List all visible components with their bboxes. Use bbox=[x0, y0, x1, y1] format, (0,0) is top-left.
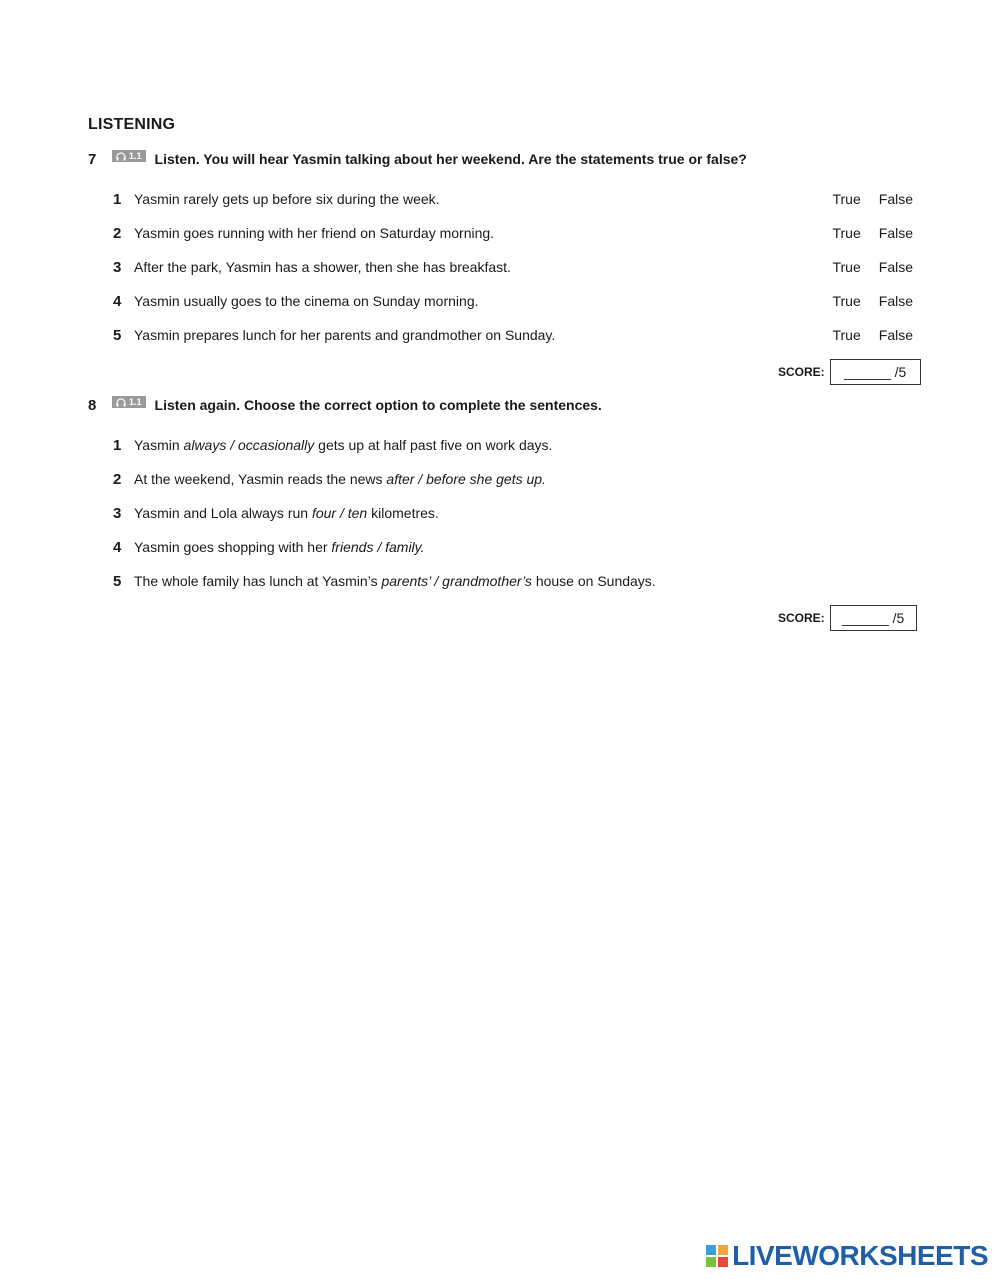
exercise-7-score bbox=[778, 359, 921, 385]
sentence-text bbox=[134, 437, 913, 453]
logo-square bbox=[706, 1257, 716, 1267]
item-number: 5 bbox=[113, 572, 122, 590]
sentence-text bbox=[134, 505, 913, 521]
true-false-choice bbox=[832, 259, 913, 275]
option-choice[interactable]: four / ten bbox=[311, 505, 368, 521]
true-option[interactable]: True bbox=[832, 259, 861, 275]
statement-text: Yasmin goes running with her friend on Saturday morning. bbox=[134, 225, 495, 241]
false-option[interactable]: False bbox=[878, 225, 913, 241]
exercise-7-header bbox=[88, 149, 747, 169]
sentence-end: kilometres. bbox=[367, 505, 439, 521]
true-option[interactable]: True bbox=[832, 327, 861, 343]
sentence-text bbox=[134, 539, 913, 555]
audio-track-number: 1.1 bbox=[129, 397, 142, 407]
list-item bbox=[113, 503, 913, 523]
headphones-icon bbox=[116, 152, 126, 161]
exercise-number: 8 bbox=[88, 396, 97, 414]
list-item bbox=[113, 571, 913, 591]
section-title: LISTENING bbox=[88, 116, 176, 133]
list-item bbox=[113, 223, 913, 243]
logo-square bbox=[718, 1257, 728, 1267]
list-item bbox=[113, 257, 913, 277]
false-option[interactable]: False bbox=[878, 327, 913, 343]
true-false-choice bbox=[832, 327, 913, 343]
true-option[interactable]: True bbox=[832, 191, 861, 207]
statement-text: Yasmin prepares lunch for her parents and grandmother on Sunday. bbox=[134, 327, 556, 343]
item-number: 2 bbox=[113, 224, 122, 242]
true-false-choice bbox=[832, 225, 913, 241]
item-number: 2 bbox=[113, 470, 122, 488]
item-number: 5 bbox=[113, 326, 122, 344]
sentence-start: Yasmin bbox=[134, 437, 184, 453]
logo-square bbox=[718, 1245, 728, 1255]
option-choice[interactable]: after / before she gets up. bbox=[386, 471, 546, 487]
true-option[interactable]: True bbox=[832, 293, 861, 309]
sentence-end: gets up at half past five on work days. bbox=[314, 437, 553, 453]
item-number: 1 bbox=[113, 436, 122, 454]
logo-square bbox=[706, 1245, 716, 1255]
sentence-text bbox=[134, 573, 913, 589]
headphones-icon bbox=[116, 398, 126, 407]
true-false-choice bbox=[832, 293, 913, 309]
item-number: 4 bbox=[113, 292, 122, 310]
exercise-8-score bbox=[778, 605, 917, 631]
list-item bbox=[113, 435, 913, 455]
exercise-number: 7 bbox=[88, 150, 97, 168]
sentence-start: The whole family has lunch at Yasmin’s bbox=[134, 573, 382, 589]
brand-name: LIVEWORKSHEETS bbox=[732, 1240, 988, 1271]
option-choice[interactable]: always / occasionally bbox=[183, 437, 315, 453]
audio-track-number: 1.1 bbox=[129, 151, 142, 161]
audio-track-badge[interactable] bbox=[112, 396, 146, 408]
score-label: SCORE: bbox=[778, 365, 825, 379]
logo-icon bbox=[706, 1245, 728, 1267]
statement-text: After the park, Yasmin has a shower, then she has breakfast. bbox=[134, 259, 511, 275]
false-option[interactable]: False bbox=[878, 259, 913, 275]
false-option[interactable]: False bbox=[878, 191, 913, 207]
score-label: SCORE: bbox=[778, 611, 825, 625]
sentence-start: At the weekend, Yasmin reads the news bbox=[134, 471, 387, 487]
list-item bbox=[113, 189, 913, 209]
list-item bbox=[113, 537, 913, 557]
sentence-start: Yasmin goes shopping with her bbox=[134, 539, 332, 555]
option-choice[interactable]: parents’ / grandmother’s bbox=[381, 573, 532, 589]
item-number: 4 bbox=[113, 538, 122, 556]
false-option[interactable]: False bbox=[878, 293, 913, 309]
list-item bbox=[113, 469, 913, 489]
option-choice[interactable]: friends / family. bbox=[331, 539, 425, 555]
list-item bbox=[113, 325, 913, 345]
sentence-text bbox=[134, 471, 913, 487]
audio-track-badge[interactable] bbox=[112, 150, 146, 162]
exercise-instruction: Listen. You will hear Yasmin talking about her weekend. Are the statements true or false? bbox=[154, 151, 747, 167]
score-input[interactable]: ______ /5 bbox=[830, 605, 917, 631]
item-number: 3 bbox=[113, 504, 122, 522]
true-option[interactable]: True bbox=[832, 225, 861, 241]
sentence-start: Yasmin and Lola always run bbox=[134, 505, 312, 521]
liveworksheets-logo bbox=[706, 1240, 988, 1272]
item-number: 3 bbox=[113, 258, 122, 276]
exercise-instruction: Listen again. Choose the correct option to complete the sentences. bbox=[154, 397, 602, 413]
statement-text: Yasmin usually goes to the cinema on Sunday morning. bbox=[134, 293, 479, 309]
statement-text: Yasmin rarely gets up before six during the week. bbox=[134, 191, 440, 207]
item-number: 1 bbox=[113, 190, 122, 208]
score-input[interactable]: ______ /5 bbox=[830, 359, 921, 385]
list-item bbox=[113, 291, 913, 311]
true-false-choice bbox=[832, 191, 913, 207]
sentence-end: house on Sundays. bbox=[531, 573, 656, 589]
exercise-8-header bbox=[88, 395, 602, 415]
